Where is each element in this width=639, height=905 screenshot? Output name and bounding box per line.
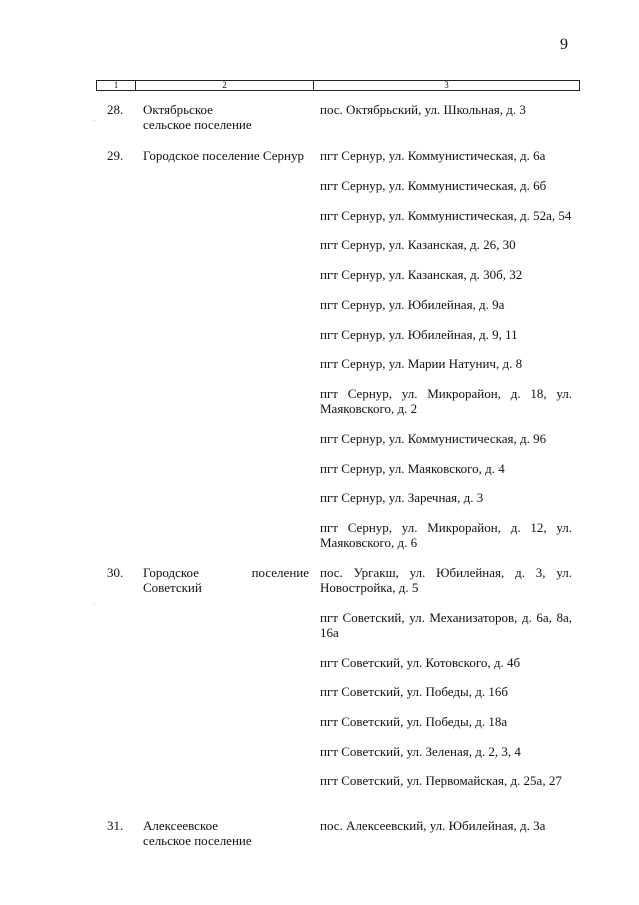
row-number: 31. bbox=[107, 818, 124, 833]
header-col-3: 3 bbox=[444, 80, 449, 90]
address-line: пгт Советский, ул. Победы, д. 16б bbox=[320, 684, 508, 699]
row-number: 28. bbox=[107, 102, 124, 117]
scan-speck bbox=[94, 604, 95, 605]
header-col-2: 2 bbox=[222, 80, 227, 90]
row-number: 29. bbox=[107, 148, 124, 163]
address-line: пгт Советский, ул. Зеленая, д. 2, 3, 4 bbox=[320, 744, 521, 759]
row-number: 30. bbox=[107, 565, 124, 580]
header-col-1: 1 bbox=[113, 80, 119, 90]
scan-speck bbox=[94, 120, 95, 121]
address-line: пгт Сернур, ул. Микрорайон, д. 12, ул. Маяковского, д. 6 bbox=[320, 520, 572, 550]
address-line: пгт Сернур, ул. Заречная, д. 3 bbox=[320, 490, 484, 505]
address-line: пгт Сернур, ул. Маяковского, д. 4 bbox=[320, 461, 505, 476]
address-line: пгт Сернур, ул. Коммунистическая, д. 6а bbox=[320, 148, 546, 163]
address-line: пгт Советский, ул. Механизаторов, д. 6а, 8а, 16а bbox=[320, 610, 572, 640]
address-line: пос. Алексеевский, ул. Юбилейная, д. 3а bbox=[320, 818, 546, 833]
address-line: пос. Ургакш, ул. Юбилейная, д. 3, ул. Новостройка, д. 5 bbox=[320, 565, 572, 595]
municipality-name: Городское поселение Сернур bbox=[143, 148, 304, 163]
address-line: пгт Сернур, ул. Коммунистическая, д. 52а, 54 bbox=[320, 208, 572, 223]
address-line: пгт Сернур, ул. Казанская, д. 26, 30 bbox=[320, 237, 516, 252]
address-line: пос. Октябрьский, ул. Школьная, д. 3 bbox=[320, 102, 526, 117]
address-line: пгт Сернур, ул. Юбилейная, д. 9а bbox=[320, 297, 505, 312]
municipality-name: Алексеевское сельское поселение bbox=[143, 818, 252, 848]
address-line: пгт Сернур, ул. Марии Натунич, д. 8 bbox=[320, 356, 523, 371]
address-line: пгт Сернур, ул. Коммунистическая, д. 96 bbox=[320, 431, 547, 446]
page-number: 9 bbox=[560, 36, 568, 53]
address-line: пгт Советский, ул. Первомайская, д. 25а, 27 bbox=[320, 773, 562, 788]
address-line: пгт Советский, ул. Победы, д. 18а bbox=[320, 714, 508, 729]
table-header-row bbox=[96, 80, 580, 91]
address-line: пгт Сернур, ул. Коммунистическая, д. 6б bbox=[320, 178, 547, 193]
address-line: пгт Сернур, ул. Юбилейная, д. 9, 11 bbox=[320, 327, 518, 342]
address-line: пгт Сернур, ул. Микрорайон, д. 18, ул. Маяковского, д. 2 bbox=[320, 386, 572, 416]
address-line: пгт Сернур, ул. Казанская, д. 30б, 32 bbox=[320, 267, 523, 282]
address-line: пгт Советский, ул. Котовского, д. 4б bbox=[320, 655, 521, 670]
municipality-name: Городское поселение Советский bbox=[143, 565, 309, 595]
municipality-name: Октябрьское сельское поселение bbox=[143, 102, 252, 132]
